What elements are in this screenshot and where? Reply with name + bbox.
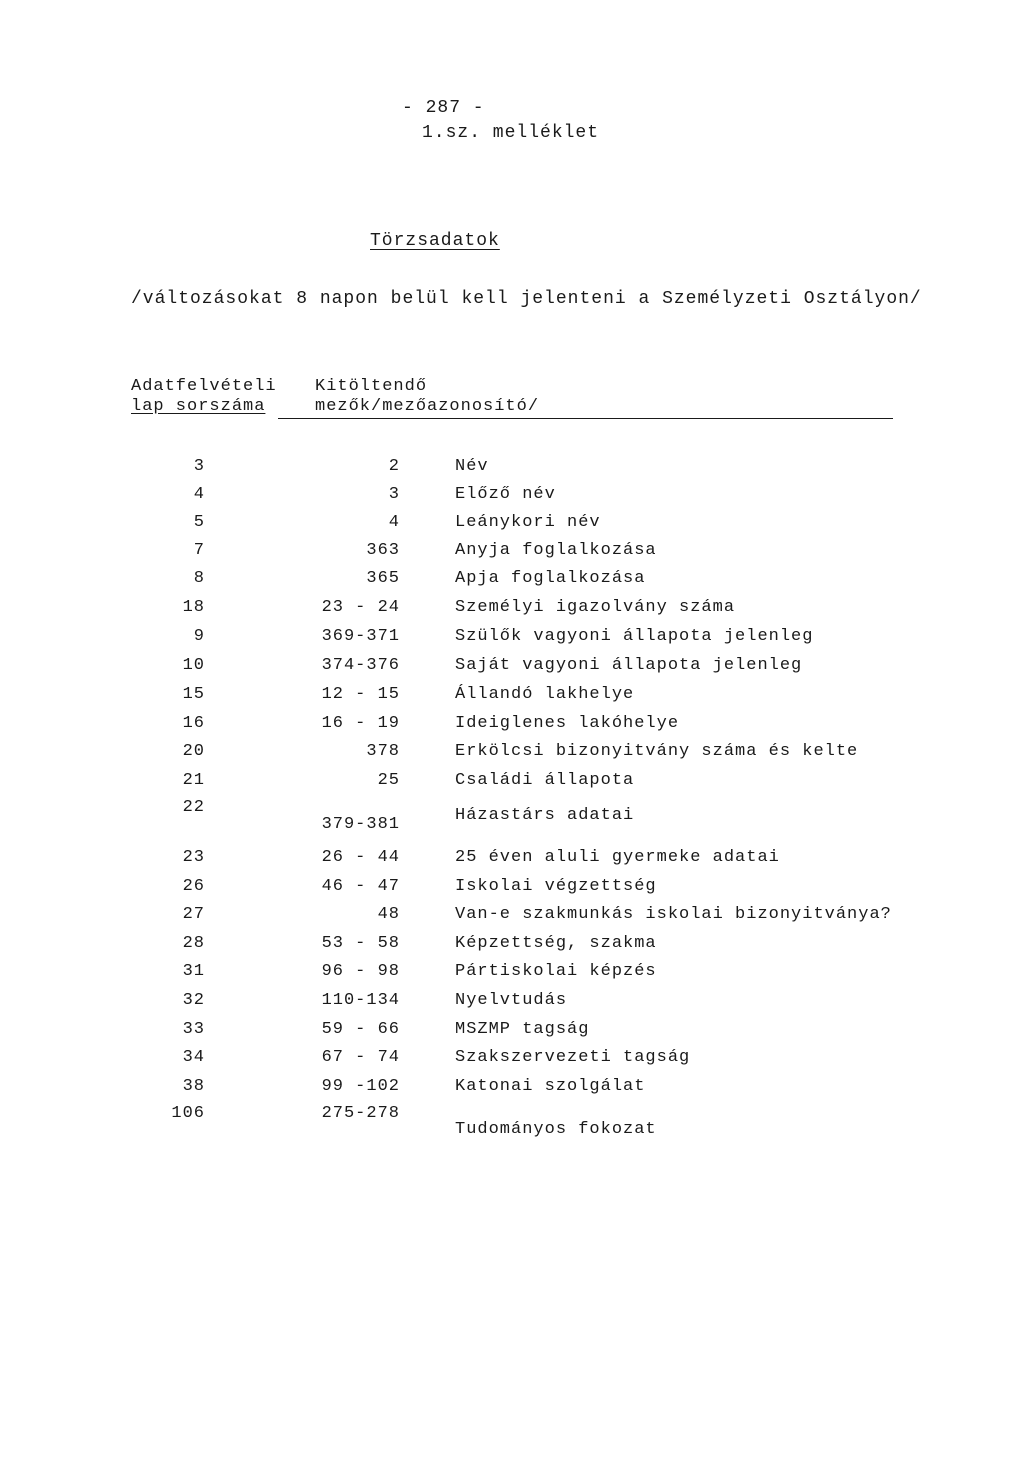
field-ids: 67 - 74 <box>321 1048 400 1067</box>
sheet-number: 7 <box>193 541 205 560</box>
field-description: Képzettség, szakma <box>455 934 657 953</box>
table-row <box>0 1048 1024 1072</box>
sheet-number: 15 <box>182 685 205 704</box>
sheet-number: 33 <box>182 1020 205 1039</box>
table-row <box>0 934 1024 958</box>
sheet-number: 34 <box>182 1048 205 1067</box>
field-ids: 59 - 66 <box>321 1020 400 1039</box>
field-ids: 16 - 19 <box>321 714 400 733</box>
sheet-number: 9 <box>193 627 205 646</box>
sheet-number: 18 <box>182 598 205 617</box>
sheet-number: 5 <box>193 513 205 532</box>
field-ids: 23 - 24 <box>321 598 400 617</box>
sheet-number: 38 <box>182 1077 205 1096</box>
field-ids: 3 <box>388 485 400 504</box>
sheet-number: 23 <box>182 848 205 867</box>
sheet-number: 21 <box>182 771 205 790</box>
field-ids: 53 - 58 <box>321 934 400 953</box>
field-description: Név <box>455 457 489 476</box>
field-ids: 4 <box>388 513 400 532</box>
sheet-number: 106 <box>171 1104 205 1123</box>
field-ids: 26 - 44 <box>321 848 400 867</box>
sheet-number: 8 <box>193 569 205 588</box>
field-description: Leánykori név <box>455 513 601 532</box>
field-description: Szakszervezeti tagság <box>455 1048 691 1067</box>
sheet-number: 32 <box>182 991 205 1010</box>
field-description: Állandó lakhelye <box>455 685 635 704</box>
table-row <box>0 798 1024 839</box>
field-description: Saját vagyoni állapota jelenleg <box>455 656 803 675</box>
table-row <box>0 848 1024 872</box>
column-header-fields-line1: Kitöltendő <box>315 377 428 396</box>
field-ids: 365 <box>366 569 400 588</box>
table-row <box>0 513 1024 537</box>
field-description: Családi állapota <box>455 771 635 790</box>
table-row <box>0 541 1024 565</box>
document-title: Törzsadatok <box>370 231 500 251</box>
table-row <box>0 627 1024 651</box>
sheet-number: 16 <box>182 714 205 733</box>
sheet-number: 22 <box>182 798 205 817</box>
sheet-number: 3 <box>193 457 205 476</box>
field-ids: 110-134 <box>321 991 400 1010</box>
field-description: Erkölcsi bizonyitvány száma és kelte <box>455 742 859 761</box>
table-row <box>0 771 1024 795</box>
appendix-label: 1.sz. melléklet <box>422 123 600 143</box>
field-ids: 378 <box>366 742 400 761</box>
field-description: Házastárs adatai <box>455 806 635 825</box>
sheet-number: 20 <box>182 742 205 761</box>
field-description: Van-e szakmunkás iskolai bizonyitványa? <box>455 905 892 924</box>
field-ids: 46 - 47 <box>321 877 400 896</box>
field-description: Nyelvtudás <box>455 991 568 1010</box>
table-row <box>0 714 1024 738</box>
column-header-sheet-line1: Adatfelvételi <box>131 377 277 396</box>
field-ids: 99 -102 <box>321 1077 400 1096</box>
field-description: Apja foglalkozása <box>455 569 646 588</box>
column-header-fields-line2: mezők/mezőazonosító/ <box>315 397 540 416</box>
table-row <box>0 457 1024 481</box>
table-row <box>0 1104 1024 1144</box>
table-row <box>0 905 1024 929</box>
field-description: Szülők vagyoni állapota jelenleg <box>455 627 814 646</box>
field-ids: 48 <box>377 905 400 924</box>
sheet-number: 27 <box>182 905 205 924</box>
field-description: Anyja foglalkozása <box>455 541 657 560</box>
sheet-number: 10 <box>182 656 205 675</box>
field-description: Személyi igazolvány száma <box>455 598 736 617</box>
table-row <box>0 569 1024 593</box>
document-subtitle: /változásokat 8 napon belül kell jelenteni a Személyzeti Osztályon/ <box>131 289 922 309</box>
field-description: Előző név <box>455 485 556 504</box>
field-ids: 25 <box>377 771 400 790</box>
field-description: Iskolai végzettség <box>455 877 657 896</box>
field-description: Pártiskolai képzés <box>455 962 657 981</box>
field-ids: 369-371 <box>321 627 400 646</box>
field-description: MSZMP tagság <box>455 1020 590 1039</box>
table-row <box>0 991 1024 1015</box>
sheet-number: 28 <box>182 934 205 953</box>
table-row <box>0 742 1024 766</box>
field-ids: 96 - 98 <box>321 962 400 981</box>
page-number: - 287 - <box>402 98 485 118</box>
sheet-number: 31 <box>182 962 205 981</box>
field-ids: 374-376 <box>321 656 400 675</box>
table-row <box>0 1020 1024 1044</box>
table-row <box>0 685 1024 709</box>
table-row <box>0 877 1024 901</box>
table-row <box>0 656 1024 680</box>
column-header-sheet-line2: lap sorszáma <box>131 397 266 416</box>
table-row <box>0 962 1024 986</box>
sheet-number: 26 <box>182 877 205 896</box>
field-description: Ideiglenes lakóhelye <box>455 714 680 733</box>
table-row <box>0 485 1024 509</box>
table-row <box>0 1077 1024 1101</box>
field-ids: 12 - 15 <box>321 685 400 704</box>
field-ids: 2 <box>388 457 400 476</box>
sheet-number: 4 <box>193 485 205 504</box>
field-ids: 275-278 <box>321 1104 400 1123</box>
field-description: 25 éven aluli gyermeke adatai <box>455 848 780 867</box>
field-ids: 379-381 <box>321 815 400 834</box>
field-ids: 363 <box>366 541 400 560</box>
table-row <box>0 598 1024 622</box>
field-description: Katonai szolgálat <box>455 1077 646 1096</box>
field-description: Tudományos fokozat <box>455 1120 657 1139</box>
